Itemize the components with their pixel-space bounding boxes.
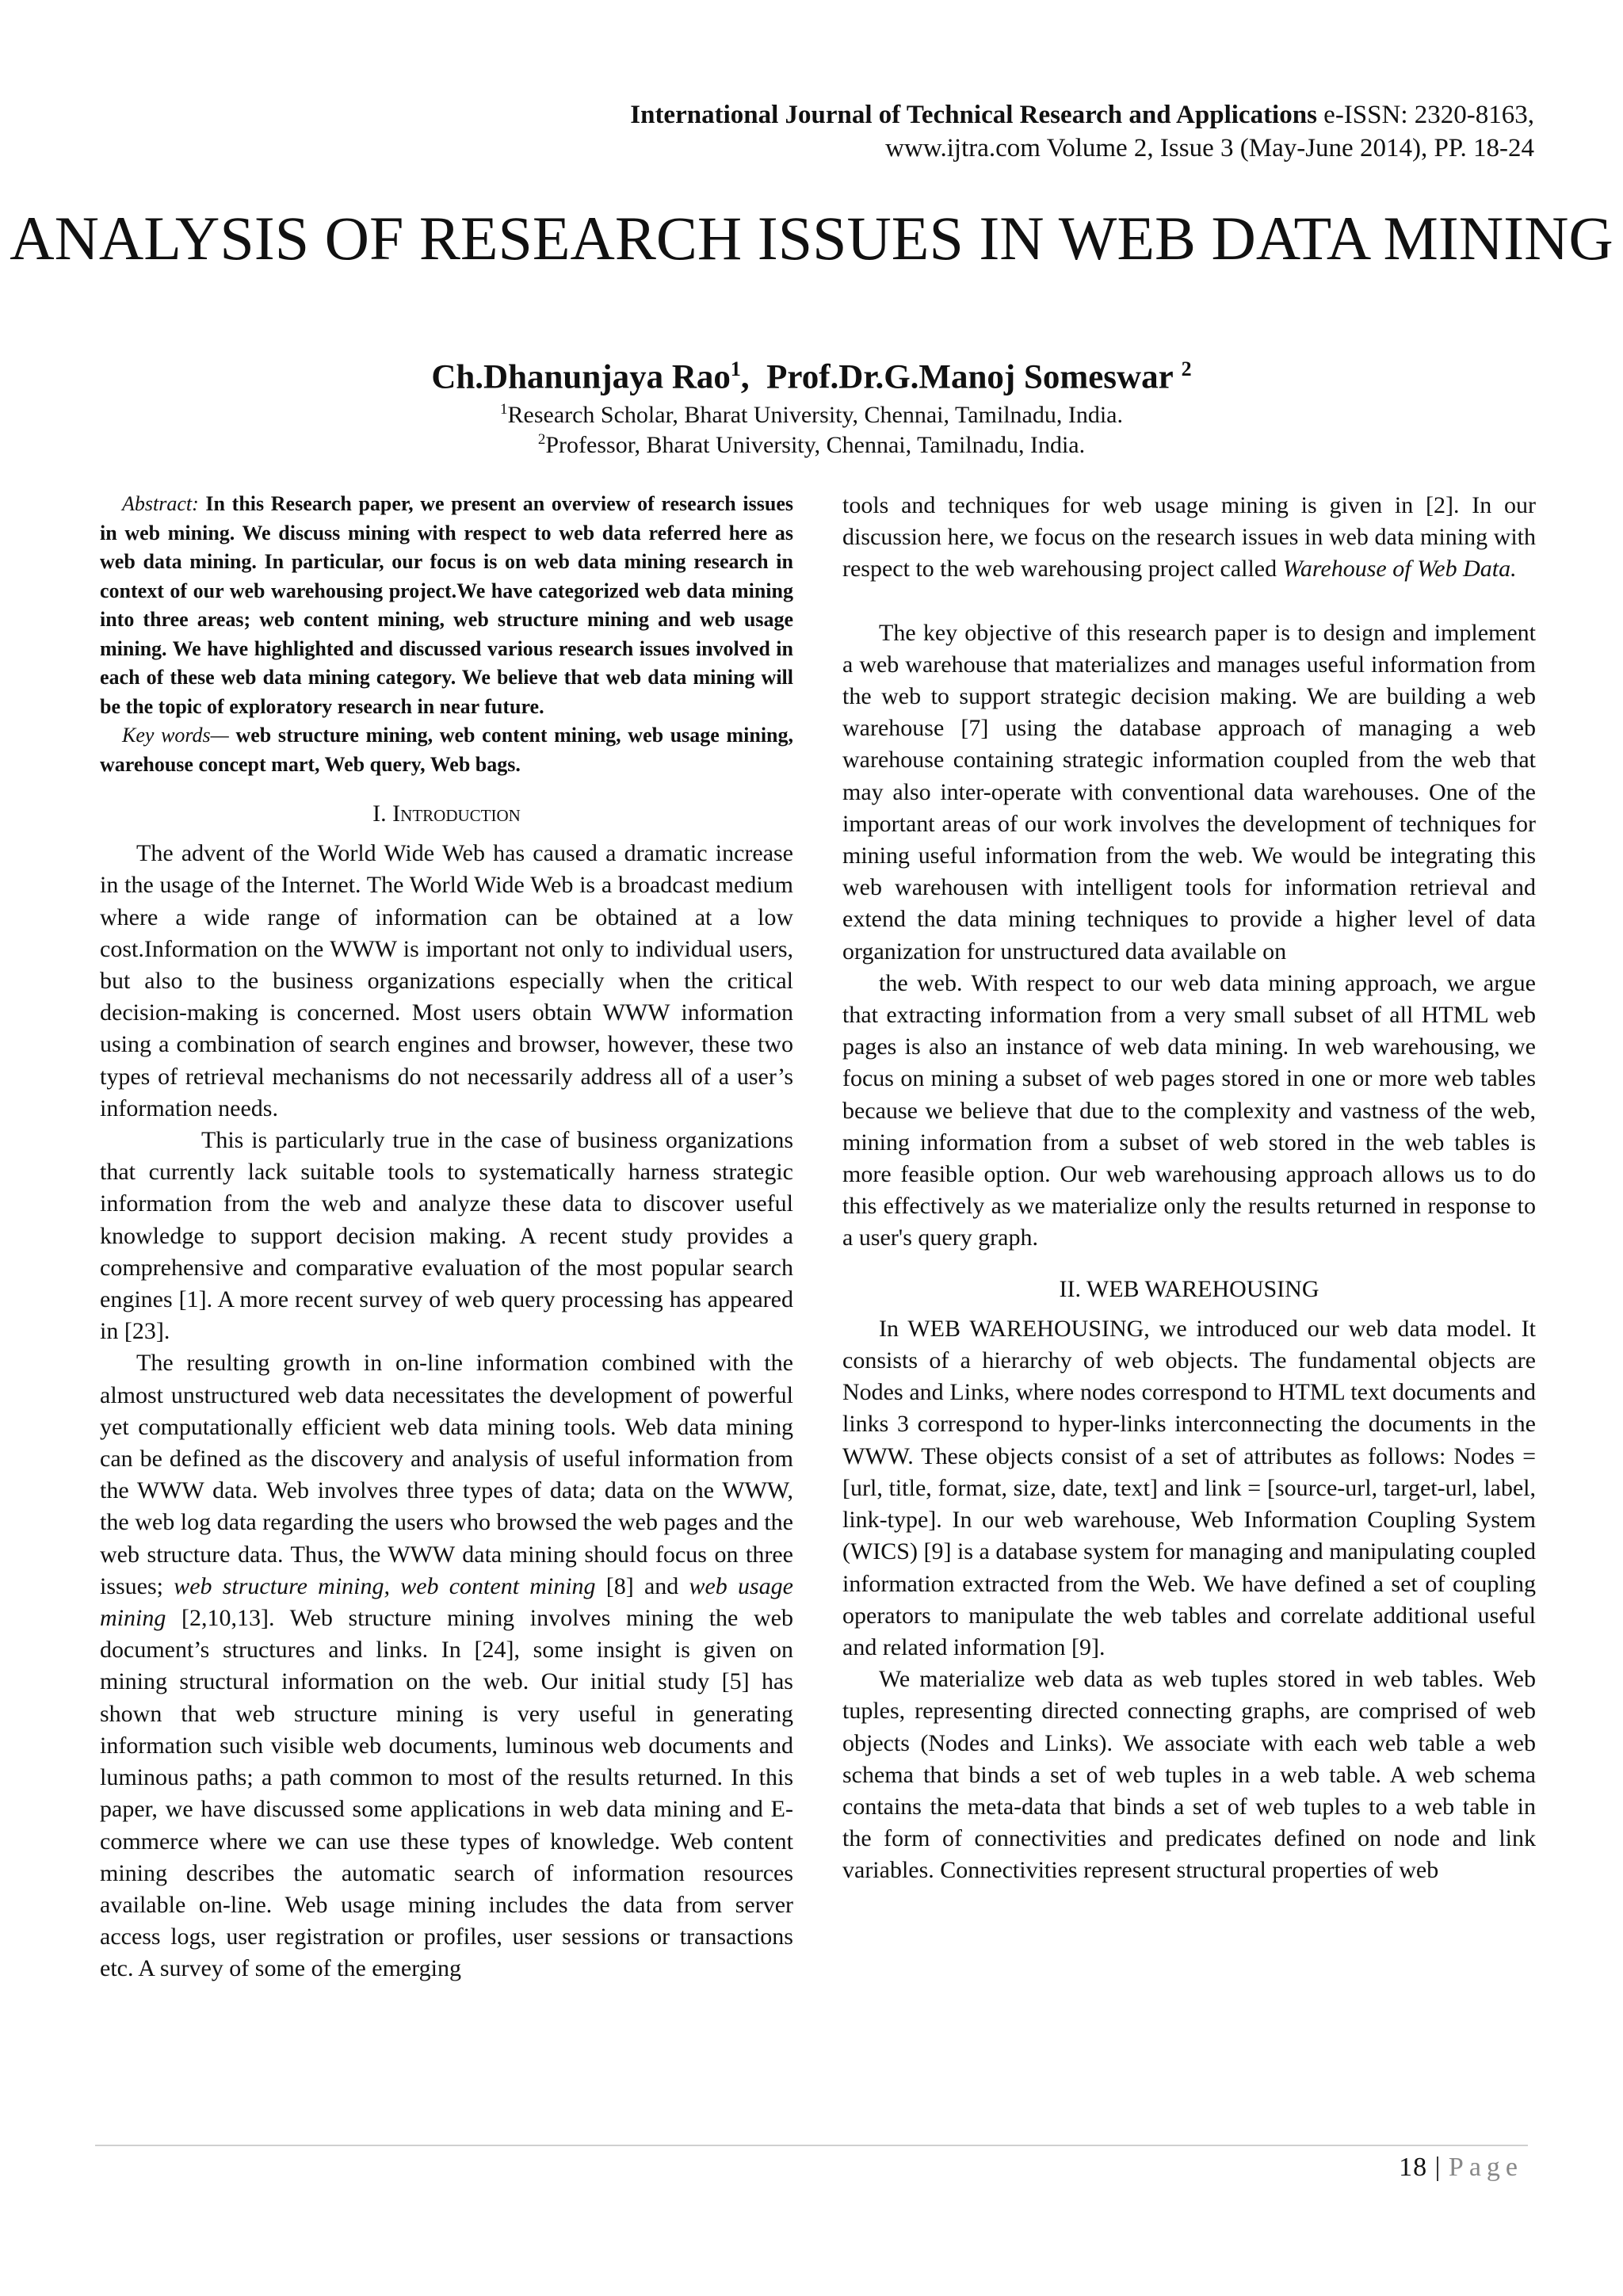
intro-p3-part-a: The resulting growth in on-line information combined with the almost unstructured web data necessitates the development of powerful yet computationally efficient web data mining tools. Web data mining can be defined as the discovery and analysis of useful information from the WWW data. Web involves three types of data; data on the WWW, the web log data regarding the users who browsed the web pages and the web structure data. Thus, the WWW data mining should focus on three issues; bbox=[100, 1350, 793, 1599]
intro-p3-emphasis-1: web structure mining, web content mining bbox=[174, 1572, 596, 1599]
intro-paragraph-3-continued bbox=[842, 490, 1536, 586]
section-1-title: Introduction bbox=[392, 800, 521, 827]
author-separator: , bbox=[740, 358, 767, 396]
paper-title: ANALYSIS OF RESEARCH ISSUES IN WEB DATA MINING bbox=[10, 204, 1613, 273]
authors bbox=[0, 349, 1623, 398]
journal-header bbox=[346, 98, 1534, 165]
keywords bbox=[100, 721, 793, 779]
journal-title-line bbox=[346, 98, 1534, 132]
intro-p3-part-b: [8] and bbox=[595, 1572, 689, 1599]
intro-paragraph-1: The advent of the World Wide Web has caused a dramatic increase in the usage of the Internet. The World Wide Web is a broadcast medium where a wide range of information can be obtained at a low cost.Information on the WWW is important not only to individual users, but also to the business organizations especially when the critical decision-making is concerned. Most users obtain WWW information using a combination of search engines and browser, however, these two types of retrieval mechanisms do not necessarily address all of a user’s information needs. bbox=[100, 840, 793, 1121]
section-1-number: I. bbox=[372, 800, 393, 827]
author-1: Ch.Dhanunjaya Rao bbox=[431, 358, 731, 396]
section-heading-introduction bbox=[100, 798, 793, 830]
intro-paragraph-4: The key objective of this research paper is to design and implement a web warehouse that materializes and manages useful information from the web to support strategic decision making. We are building a web warehouse [7] using the database approach of managing a web warehouse containing strategic information coupled from the web that may also inter-operate with conventional data warehouses. One of the important areas of our work involves the development of techniques for mining useful information from the web. We would be integrating this web warehousen with intelligent tools for information retrieval and extend the data mining techniques to provide a higher level of data organization for unstructured data available on bbox=[842, 619, 1536, 965]
author-1-affil-mark: 1 bbox=[730, 357, 741, 380]
intro-paragraph-3 bbox=[100, 1347, 793, 1985]
affiliation-2-text: Professor, Bharat University, Chennai, Tamilnadu, India. bbox=[545, 432, 1086, 458]
journal-issn: e-ISSN: 2320-8163, bbox=[1316, 101, 1534, 129]
affiliation-1-text: Research Scholar, Bharat University, Chennai, Tamilnadu, India. bbox=[507, 402, 1123, 428]
journal-name: International Journal of Technical Research and Applications bbox=[630, 101, 1317, 129]
right-column bbox=[842, 490, 1536, 1887]
affiliation-2-mark: 2 bbox=[537, 431, 546, 448]
author-2: Prof.Dr.G.Manoj Someswar bbox=[766, 358, 1182, 396]
abstract-text: In this Research paper, we present an overview of research issues in web mining. We discuss mining with respect to web data referred here as web data mining. In particular, our focus is on web data mining research in context of our web warehousing project.We have categorized web data mining into three areas; web content mining, web structure mining and web usage mining. We have highlighted and discussed various research issues involved in each of these web data mining category. We believe that web data mining will be the topic of exploratory research in near future. bbox=[100, 492, 793, 718]
journal-volume-line: www.ijtra.com Volume 2, Issue 3 (May-June 2014), PP. 18-24 bbox=[885, 134, 1534, 162]
warehousing-paragraph-2: We materialize web data as web tuples stored in web tables. Web tuples, representing directed connecting graphs, are comprised of web objects (Nodes and Links). We associate with each web table a web schema that binds a set of web tuples in a web table. A web schema contains the meta-data that binds a set of web tuples to a web table in the form of connectivities and predicates defined on node and link variables. Connectivities represent structural properties of web bbox=[842, 1666, 1536, 1884]
footer-divider bbox=[95, 2145, 1528, 2146]
page-number bbox=[1399, 2153, 1523, 2183]
page-number-value: 18 | bbox=[1399, 2153, 1449, 2182]
page-label: Page bbox=[1448, 2153, 1523, 2182]
abstract bbox=[100, 490, 793, 721]
intro-p3-emphasis-2: web usage mining bbox=[100, 1572, 793, 1632]
keywords-label: Key words— bbox=[122, 724, 229, 747]
section-heading-web-warehousing: II. WEB WAREHOUSING bbox=[1059, 1275, 1319, 1302]
affiliation-1-mark: 1 bbox=[500, 401, 508, 418]
left-column bbox=[100, 490, 793, 1985]
author-2-affil-mark: 2 bbox=[1181, 357, 1192, 380]
project-name: Warehouse of Web Data. bbox=[1282, 556, 1517, 583]
intro-p3-part-c: [2,10,13]. Web structure mining involves mining the web document’s structures and links. In [24], some insight is given on mining structural information on the web. Our initial study [5] has shown that web structure mining is very useful in generating information such visible web documents, luminous web documents and luminous paths; a path common to most of the results returned. In this paper, we have discussed some applications in web data mining and E-commerce where we can use these types of knowledge. Web content mining describes the automatic search of information resources available on-line. Web usage mining includes the data from server access logs, user registration or profiles, user sessions or transactions etc. A survey of some of the emerging bbox=[100, 1605, 793, 1982]
affiliation-2 bbox=[0, 425, 1623, 460]
warehousing-paragraph-1: In WEB WAREHOUSING, we introduced our web data model. It consists of a hierarchy of web objects. The fundamental objects are Nodes and Links, where nodes correspond to HTML text documents and links 3 correspond to hyper-links interconnecting the documents in the WWW. These objects consist of a set of attributes as follows: Nodes = [url, title, format, size, date, text] and link = [source-url, target-url, label, link-type]. In our web warehouse, Web Information Coupling System (WICS) [9] is a database system for managing and manipulating coupled information extracted from the Web. We have defined a set of coupling operators to manipulate the web tables and correlate additional useful and related information [9]. bbox=[842, 1315, 1536, 1660]
keywords-text: web structure mining, web content mining, web usage mining, warehouse concept mart, Web query, Web bags. bbox=[100, 724, 794, 776]
intro-paragraph-5: the web. With respect to our web data mining approach, we argue that extracting information from a very small subset of all HTML web pages is also an instance of web data mining. In web warehousing, we focus on mining a subset of web pages stored in one or more web tables because we believe that due to the complexity and vastness of the web, mining information from a subset of web stored in the web tables is more feasible option. Our web warehousing approach allows us to do this effectively as we materialize only the results returned in response to a user's query graph. bbox=[842, 969, 1536, 1251]
abstract-label: Abstract: bbox=[122, 492, 199, 515]
intro-p3-continuation: tools and techniques for web usage mining is given in [2]. In our discussion here, we focus on the research issues in web data mining with respect to the web warehousing project called bbox=[842, 492, 1536, 583]
intro-paragraph-2: This is particularly true in the case of business organizations that currently lack suitable tools to systematically harness strategic information from the web and analyze these data to discover useful knowledge to support decision making. A recent study provides a comprehensive and comparative evaluation of the most popular search engines [1]. A more recent survey of web query processing has appeared in [23]. bbox=[100, 1127, 793, 1345]
